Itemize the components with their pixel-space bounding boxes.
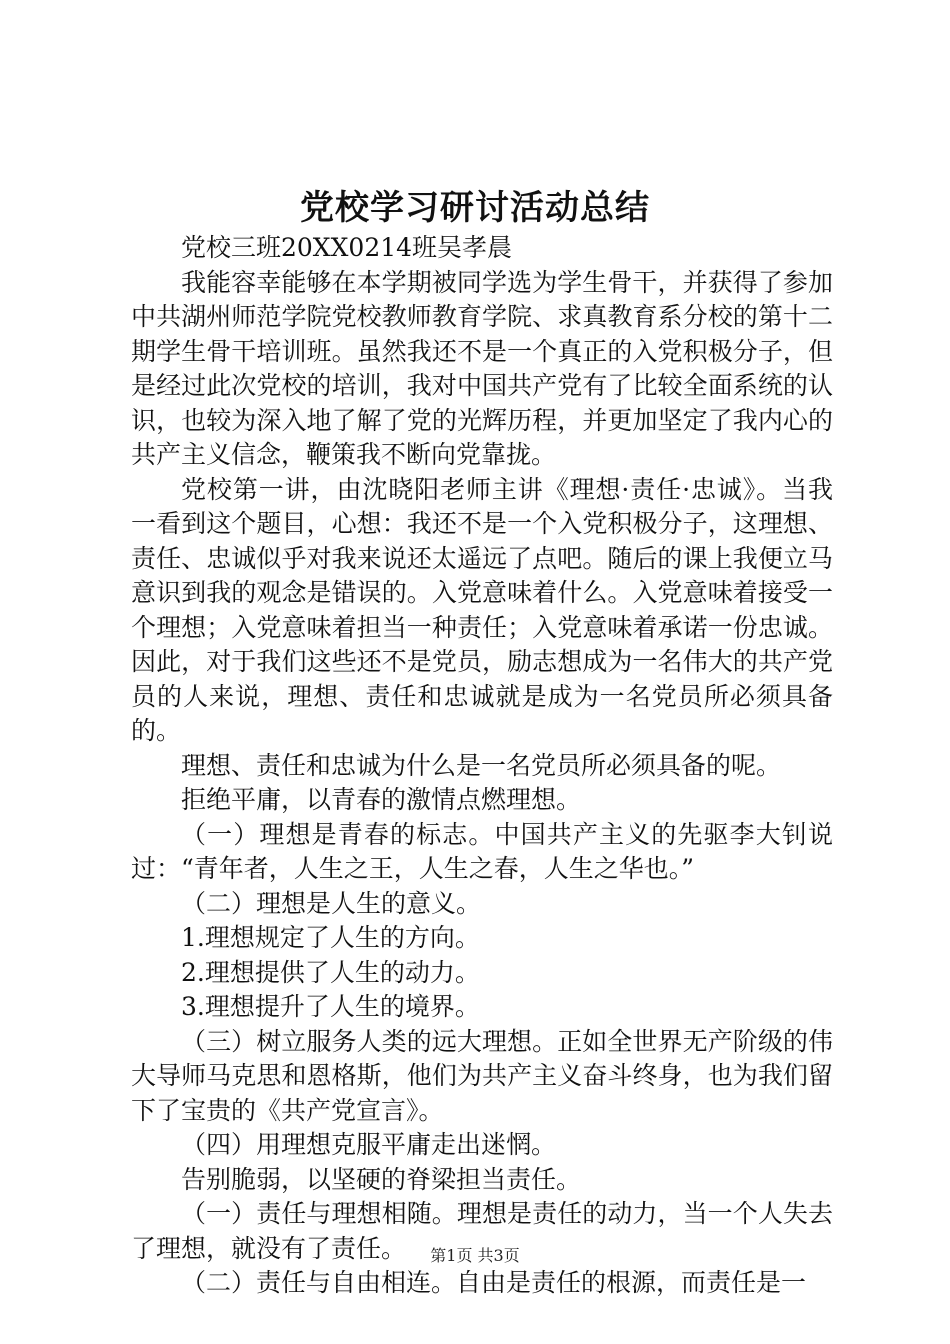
document-title: 党校学习研讨活动总结 [300, 188, 650, 228]
list-item: （四）用理想克服平庸走出迷惘。 [181, 1130, 557, 1159]
paragraph-intro: 我能容幸能够在本学期被同学选为学生骨干，并获得了参加中共湖州师范学院党校教师教育学院、求真教育系分校的第十二期学生骨干培训班。虽然我还不是一个真正的入党积极分子，但是经过此次党校的培训，我对中国共产党有了比较全面系统的认识，也较为深入地了解了党的光辉历程，并更加坚定了我内心的共产主义信念，鞭策我不断向党靠拢。 [131, 267, 833, 469]
list-item: （一）理想是青春的标志。中国共产主义的先驱李大钊说过：“青年者，人生之王，人生之春，人生之华也。” [131, 819, 833, 883]
heading-ideal: 拒绝平庸，以青春的激情点燃理想。 [181, 785, 582, 814]
list-item: 2.理想提供了人生的动力。 [181, 957, 480, 987]
author-line: 党校三班20XX0214班吴孝晨 [181, 233, 513, 262]
heading-responsibility: 告别脆弱，以坚硬的脊梁担当责任。 [181, 1164, 582, 1194]
paragraph-first-lecture: 党校第一讲，由沈晓阳老师主讲《理想·责任·忠诚》。当我一看到这个题目，心想：我还不是一个入党积极分子，这理想、责任、忠诚似乎对我来说还太遥远了点吧。随后的课上我便立马意识到我的观念是错误的。入党意味着什么。入党意味着接受一个理想；入党意味着担当一种责任；入党意味着承诺一份忠诚。因此，对于我们这些还不是党员，励志想成为一名伟大的共产党员的人来说，理想、责任和忠诚就是成为一名党员所必须具备的。 [131, 474, 833, 745]
page-number-footer: 第1页 共3页 [430, 1246, 520, 1265]
list-item: 1.理想规定了人生的方向。 [181, 923, 480, 952]
list-item: （三）树立服务人类的远大理想。正如全世界无产阶级的伟大导师马克思和恩格斯，他们为共产主义奋斗终身，也为我们留下了宝贵的《共产党宣言》。 [131, 1026, 833, 1125]
paragraph-question: 理想、责任和忠诚为什么是一名党员所必须具备的呢。 [181, 750, 782, 780]
list-item: （二）责任与自由相连。自由是责任的根源，而责任是一 [181, 1268, 807, 1297]
document-body [131, 231, 833, 1301]
list-item: （一）责任与理想相随。理想是责任的动力，当一个人失去了理想，就没有了责任。 [131, 1199, 833, 1263]
list-item: （二）理想是人生的意义。 [181, 888, 482, 918]
list-item: 3.理想提升了人生的境界。 [181, 992, 480, 1021]
